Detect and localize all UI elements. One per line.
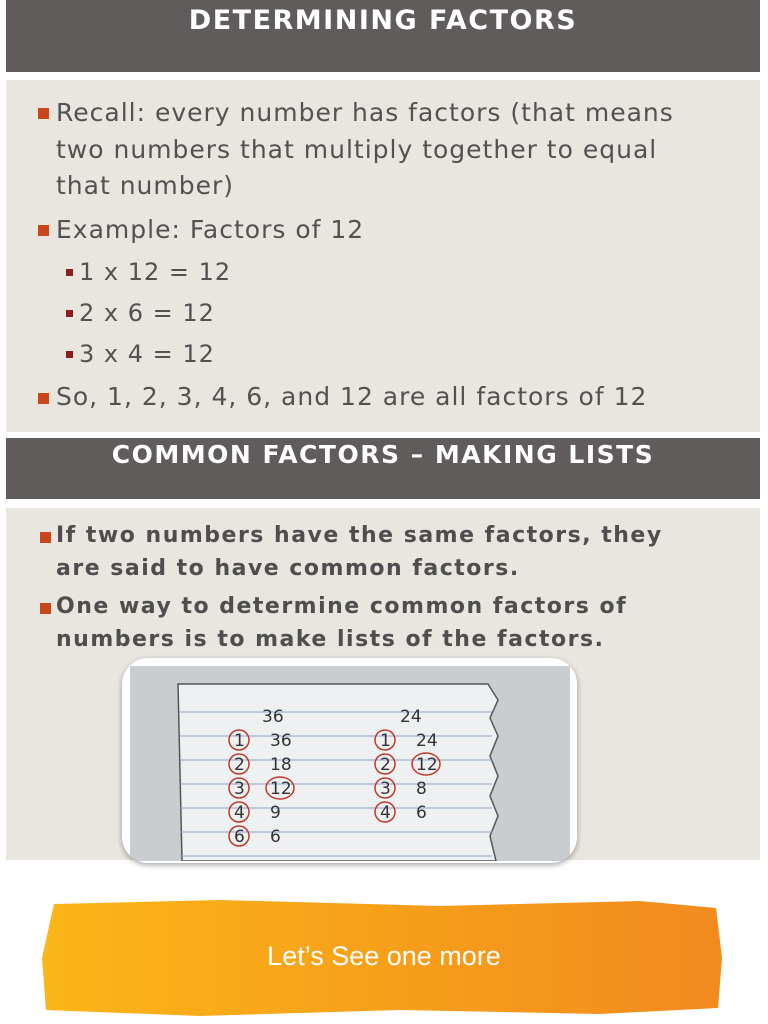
bullet-common-line1: If two numbers have the same factors, they — [56, 523, 663, 548]
bullet-marker — [40, 532, 51, 543]
factor-left: 4 — [234, 803, 245, 823]
factor-left: 4 — [380, 803, 391, 823]
factor-left: 1 — [380, 731, 391, 751]
factor-left: 3 — [380, 779, 391, 799]
factor-right: 9 — [270, 803, 281, 823]
bullet-example: Example: Factors of 12 — [56, 215, 365, 244]
col2-header: 24 — [400, 707, 422, 727]
factor-right: 8 — [416, 779, 427, 799]
bullet-common-line2: are said to have common factors. — [56, 556, 520, 581]
factor-left: 6 — [234, 827, 245, 847]
sub-bullet-3: 3 x 4 = 12 — [79, 340, 215, 368]
factor-left: 1 — [234, 731, 245, 751]
sub-bullet-marker — [66, 310, 73, 317]
factor-right: 18 — [270, 755, 292, 775]
title-divider — [6, 499, 760, 508]
sub-bullet-1: 1 x 12 = 12 — [79, 258, 232, 286]
bullet-recall-line3: that number) — [56, 171, 235, 200]
col1-header: 36 — [262, 707, 284, 727]
notebook-illustration — [130, 666, 570, 861]
notebook-photo — [122, 658, 577, 863]
slide-title: COMMON FACTORS – MAKING LISTS — [6, 438, 760, 499]
factor-left: 3 — [234, 779, 245, 799]
sub-bullet-marker — [66, 269, 73, 276]
sub-bullet-2: 2 x 6 = 12 — [79, 299, 215, 327]
bullet-recall-line2: two numbers that multiply together to equal — [56, 135, 658, 164]
factor-right: 6 — [416, 803, 427, 823]
bullet-marker — [38, 393, 49, 404]
slide-title: DETERMINING FACTORS — [6, 0, 760, 72]
factor-right: 12 — [416, 755, 438, 775]
bullet-conclusion: So, 1, 2, 3, 4, 6, and 12 are all factors of 12 — [56, 382, 648, 411]
bullet-lists-line1: One way to determine common factors of — [56, 594, 628, 619]
bullet-marker — [40, 603, 51, 614]
factor-right: 24 — [416, 731, 438, 751]
factor-right: 12 — [270, 779, 292, 799]
factor-left: 2 — [234, 755, 245, 775]
factor-right: 36 — [270, 731, 292, 751]
banner-button[interactable]: Let’s See one more — [267, 941, 501, 971]
factor-left: 2 — [380, 755, 391, 775]
factor-right: 6 — [270, 827, 281, 847]
bullet-marker — [38, 225, 49, 236]
title-divider — [6, 72, 760, 80]
bullet-recall-line1: Recall: every number has factors (that means — [56, 98, 674, 127]
bullet-lists-line2: numbers is to make lists of the factors. — [56, 627, 605, 652]
bullet-marker — [38, 108, 49, 119]
sub-bullet-marker — [66, 351, 73, 358]
